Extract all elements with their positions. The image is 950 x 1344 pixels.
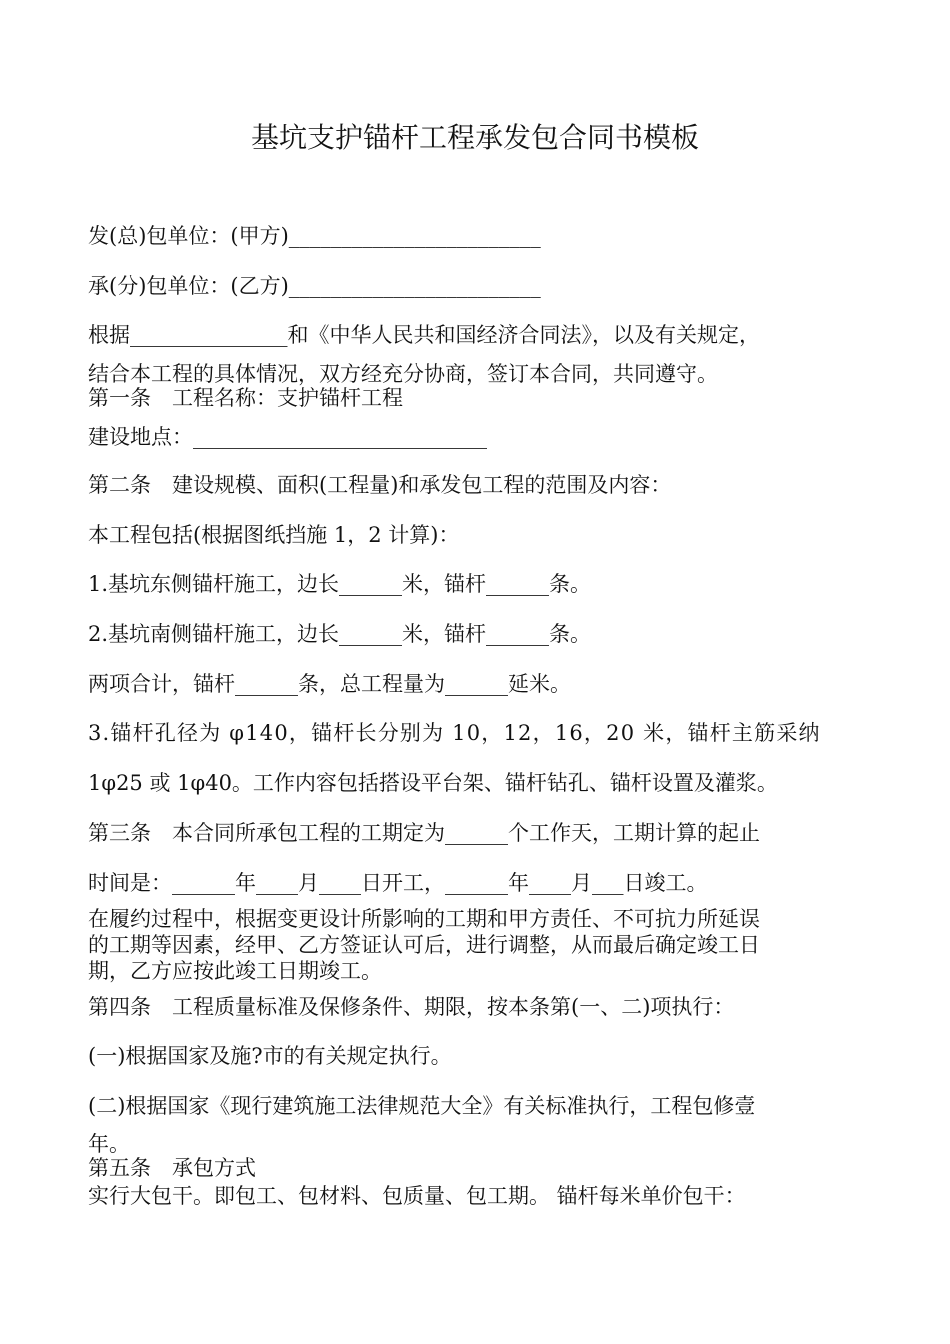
party-a-line: 发(总)包单位：(甲方)________________________ <box>88 224 541 248</box>
quality-item-2-line-1: (二)根据国家《现行建筑施工法律规范大全》有关标准执行，工程包修壹 <box>88 1094 756 1118</box>
scope-item-3-line-1: 3.锚杆孔径为 φ140，锚杆长分别为 10，12，16，20 米，锚杆主筋采纳 <box>88 721 821 745</box>
article-3-line-1: 第三条 本合同所承包工程的工期定为______个工作天，工期计算的起止 <box>88 821 760 845</box>
article-4-heading: 第四条 工程质量标准及保修条件、期限，按本条第(一、二)项执行： <box>88 995 735 1019</box>
scope-item-1: 1.基坑东侧锚杆施工，边长______米，锚杆______条。 <box>88 572 592 596</box>
preamble-line-2: 结合本工程的具体情况，双方经充分协商，签订本合同，共同遵守。 <box>88 362 718 386</box>
article-1-heading: 第一条 工程名称：支护锚杆工程 <box>88 386 403 410</box>
scope-item-3-line-2: 1φ25 或 1φ40。工作内容包括搭设平台架、锚杆钻孔、锚杆设置及灌浆。 <box>88 771 778 795</box>
scope-total-line: 两项合计，锚杆______条，总工程量为______延米。 <box>88 672 571 696</box>
article-2-heading: 第二条 建设规模、面积(工程量)和承发包工程的范围及内容： <box>88 473 672 497</box>
article-3-line-2: 时间是：______年____月____日开工，______年____月___日竣工。 <box>88 871 708 895</box>
contract-method-line: 实行大包干。即包工、包材料、包质量、包工期。 锚杆每米单价包干： <box>88 1184 746 1208</box>
article-5-heading: 第五条 承包方式 <box>88 1156 256 1180</box>
adjustment-line-2: 的工期等因素，经甲、乙方签证认可后，进行调整，从而最后确定竣工日 <box>88 933 760 957</box>
adjustment-line-1: 在履约过程中，根据变更设计所影响的工期和甲方责任、不可抗力所延误 <box>88 907 760 931</box>
scope-intro-line: 本工程包括(根据图纸挡施 1，2 计算)： <box>88 523 460 547</box>
adjustment-line-3: 期，乙方应按此竣工日期竣工。 <box>88 959 382 983</box>
preamble-line-1: 根据_______________和《中华人民共和国经济合同法》，以及有关规定， <box>88 323 760 347</box>
scope-item-2: 2.基坑南侧锚杆施工，边长______米，锚杆______条。 <box>88 622 592 646</box>
party-b-line: 承(分)包单位：(乙方)________________________ <box>88 274 541 298</box>
quality-item-1: (一)根据国家及施?市的有关规定执行。 <box>88 1044 452 1068</box>
document-title: 基坑支护锚杆工程承发包合同书模板 <box>250 121 699 154</box>
site-location-line: 建设地点：____________________________ <box>88 425 487 449</box>
quality-item-2-line-2: 年。 <box>88 1132 130 1156</box>
